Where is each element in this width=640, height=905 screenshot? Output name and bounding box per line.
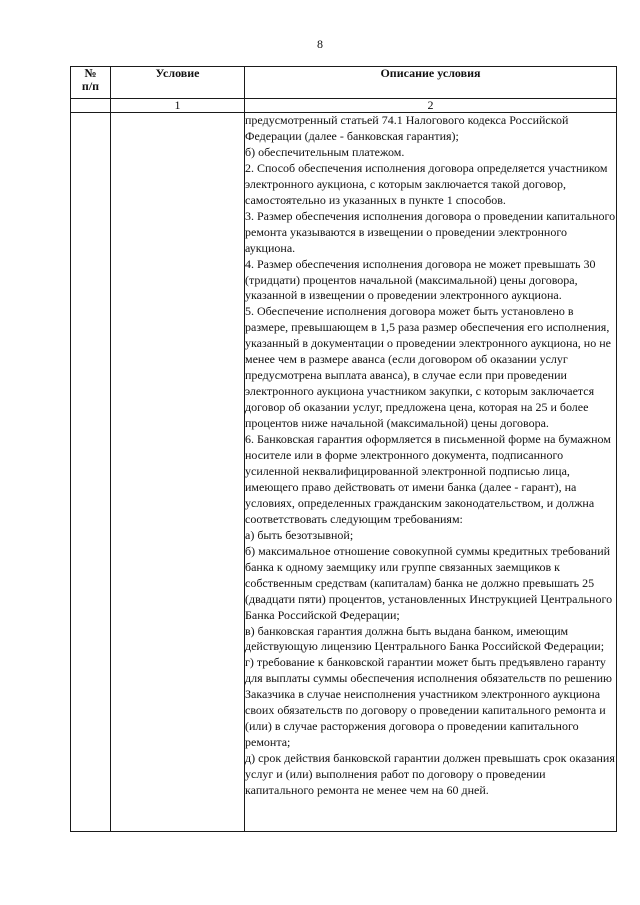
column-number-empty [71, 99, 111, 113]
paragraph: г) требование к банковской гарантии может быть предъявлено гаранту для выплаты суммы обеспечения исполнения обязательств по решению Заказчика в случае неисполнения участником электронного аукциона своих обязательств по договору о проведении капитального ремонта и (или) в случае расторжения договора о проведении капитального ремонта; [245, 655, 612, 750]
header-description: Описание условия [245, 67, 617, 99]
conditions-table [70, 66, 617, 832]
paragraph: 4. Размер обеспечения исполнения договора не может превышать 30 (тридцати) процентов начальной (максимальной) цены договора, указанной в извещении о проведении электронного аукциона. [245, 256, 596, 303]
page-number: 8 [317, 37, 323, 51]
table-row [71, 113, 617, 832]
paragraph: б) максимальное отношение совокупной суммы кредитных требований банка к одному заемщику или группе связанных заемщиков к собственным средствам (капиталам) банка не должно превышать 25 (двадцати пяти) процентов, установленных Инструкцией Центрального Банка Российской Федерации; [245, 543, 613, 622]
column-number-description: 2 [245, 99, 617, 113]
paragraph: 2. Способ обеспечения исполнения договора определяется участником электронного аукциона, с которым заключается такой договор, самостоятельно из указанных в пункте 1 способов. [245, 160, 608, 207]
paragraph: д) срок действия банковской гарантии должен превышать срок оказания услуг и (или) выполнения работ по договору о проведении капитального ремонта не менее чем на 60 дней. [245, 751, 615, 798]
row-number-cell [71, 113, 111, 832]
paragraph: 3. Размер обеспечения исполнения договора о проведении капитального ремонта указываются в извещении о проведении электронного аукциона. [245, 208, 616, 255]
header-number [71, 67, 111, 99]
row-description-cell [245, 113, 617, 832]
paragraph: а) быть безотзывной; [245, 527, 354, 542]
row-condition-cell [111, 113, 245, 832]
column-number-condition: 1 [111, 99, 245, 113]
header-number-line1: № [84, 66, 97, 80]
column-number-row [71, 99, 617, 113]
paragraph: 5. Обеспечение исполнения договора может быть установлено в размере, превышающем в 1,5 раза размер обеспечения его исполнения, указанный в документации о проведении электронного аукциона, но не менее чем в размере аванса (если договором об оказании услуг предусмотрена выплата аванса), в случае если при проведении электронного аукциона участником закупки, с которым заключается договор об оказании услуг, предложена цена, которая на 25 и более процентов ниже начальной (максимальной) цены договора. [245, 304, 611, 431]
paragraph: предусмотренный статьей 74.1 Налогового кодекса Российской Федерации (далее - банковская гарантия); [245, 113, 569, 143]
paragraph: 6. Банковская гарантия оформляется в письменной форме на бумажном носителе или в форме электронного документа, подписанного усиленной неквалифицированной электронной подписью лица, имеющего право действовать от имени банка (далее - гарант), на условиях, определенных гражданским законодательством, и должна соответствовать следующим требованиям: [245, 432, 611, 526]
header-condition: Условие [111, 67, 245, 99]
paragraph: б) обеспечительным платежом. [245, 144, 405, 159]
description-text [245, 113, 616, 799]
header-number-line2: п/п [81, 79, 100, 93]
paragraph: в) банковская гарантия должна быть выдана банком, имеющим действующую лицензию Центрального Банка Российской Федерации; [245, 623, 605, 654]
table-header-row [71, 67, 617, 99]
